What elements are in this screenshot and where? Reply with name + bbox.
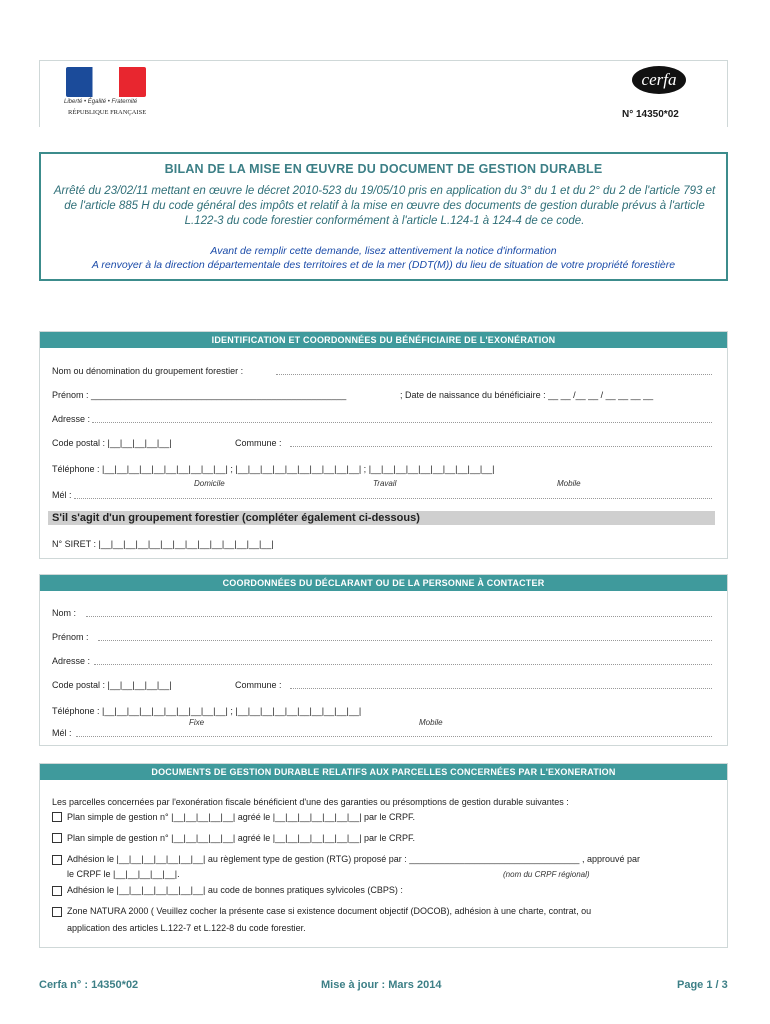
natura-text-cont: application des articles L.122-7 et L.122-8 du code forestier.	[67, 923, 306, 933]
section-header: COORDONNÉES DU DÉCLARANT OU DE LA PERSONNE À CONTACTER	[40, 575, 727, 591]
instruction-notice: Avant de remplir cette demande, lisez attentivement la notice d'information	[210, 245, 557, 257]
section-header: IDENTIFICATION ET COORDONNÉES DU BÉNÉFICIAIRE DE L'EXONÉRATION	[40, 332, 727, 348]
nom-groupement-label: Nom ou dénomination du groupement forestier :	[52, 366, 244, 376]
footer-cerfa-number: Cerfa n° : 14350*02	[39, 979, 139, 991]
cerfa-logo: cerfa	[632, 66, 686, 94]
section-declarant	[39, 574, 728, 746]
adresse-field[interactable]	[92, 422, 712, 423]
footer-page-number: Page 1 / 3	[677, 979, 728, 991]
telephone-field[interactable]: Téléphone : |__|__|__|__|__|__|__|__|__|__| ; |__|__|__|__|__|__|__|__|__|__| ; |__|__|__|__|__|__|__|__|__|__|	[52, 464, 495, 474]
documents-intro: Les parcelles concernées par l'exonération fiscale bénéficient d'une des garanties ou présomptions de gestion durable suivantes :	[52, 797, 569, 807]
adresse-label: Adresse :	[52, 414, 91, 424]
rtg-crpf-date-field[interactable]: le CRPF le |__|__|__|__|__|.	[67, 869, 180, 879]
domicile-label: Domicile	[194, 479, 225, 488]
rtg-field[interactable]: Adhésion le |__|__|__|__|__|__|__| au règlement type de gestion (RTG) proposé par : __________________________________ , approuvé par	[67, 854, 640, 864]
mel-label: Mél :	[52, 490, 72, 500]
fixe-label: Fixe	[189, 718, 205, 727]
natura-checkbox[interactable]	[52, 907, 62, 917]
cbps-field[interactable]: Adhésion le |__|__|__|__|__|__|__| au code de bonnes pratiques sylvicoles (CBPS) :	[67, 885, 403, 895]
mobile-label: Mobile	[557, 479, 581, 488]
declarant-code-postal-field[interactable]: Code postal : |__|__|__|__|__|	[52, 680, 172, 690]
mel-field[interactable]	[74, 498, 712, 499]
declarant-mel-field[interactable]	[76, 736, 712, 737]
declarant-nom-field[interactable]	[86, 616, 712, 617]
mobile-label: Mobile	[419, 718, 443, 727]
section-header: DOCUMENTS DE GESTION DURABLE RELATIFS AUX PARCELLES CONCERNÉES PAR L'EXONERATION	[40, 764, 727, 780]
declarant-telephone-field[interactable]: Téléphone : |__|__|__|__|__|__|__|__|__|__| ; |__|__|__|__|__|__|__|__|__|__|	[52, 706, 362, 716]
declarant-adresse-field[interactable]	[94, 664, 712, 665]
cbps-checkbox[interactable]	[52, 886, 62, 896]
instruction-send-to: A renvoyer à la direction départementale des territoires et de la mer (DDT(M)) du lieu de situation de votre propriété forestière	[91, 259, 676, 271]
decree-text: Arrêté du 23/02/11 mettant en œuvre le décret 2010-523 du 19/05/10 pris en application du 3° du 1 et du 2° du 2 de l'article 793 et de l'article 885 H du code général des impôts et relatif à la mise en œuvre des documents de gestion durable prévus à l'article L.122-3 du code forestier conformément à l'article L.124-1 à 124-4 de ce code.	[53, 185, 716, 227]
prenom-field[interactable]: Prénom : ___________________________________________________	[52, 390, 347, 400]
date-naissance-field[interactable]: ; Date de naissance du bénéficiaire : __ __ /__ __ / __ __ __ __	[400, 390, 654, 400]
code-postal-field[interactable]: Code postal : |__|__|__|__|__|	[52, 438, 172, 448]
title-box	[39, 152, 728, 281]
rf-motto: Liberté • Égalité • Fraternité	[64, 99, 138, 105]
groupement-bar: S'il s'agit d'un groupement forestier (compléter également ci-dessous)	[48, 511, 715, 525]
commune-label: Commune :	[235, 438, 282, 448]
psg2-field[interactable]: Plan simple de gestion n° |__|__|__|__|__| agréé le |__|__|__|__|__|__|__| par le CRPF.	[67, 833, 416, 843]
rtg-checkbox[interactable]	[52, 855, 62, 865]
declarant-commune-field[interactable]	[290, 688, 712, 689]
republique-francaise-logo	[58, 64, 154, 122]
commune-field[interactable]	[290, 446, 712, 447]
crpf-note: (nom du CRPF régional)	[503, 870, 590, 879]
travail-label: Travail	[373, 479, 397, 488]
psg1-checkbox[interactable]	[52, 812, 62, 822]
psg2-checkbox[interactable]	[52, 833, 62, 843]
declarant-prenom-label: Prénom :	[52, 632, 89, 642]
declarant-nom-label: Nom :	[52, 608, 77, 618]
siret-field[interactable]: N° SIRET : |__|__|__|__|__|__|__|__|__|__|__|__|__|__|	[52, 539, 274, 549]
declarant-mel-label: Mél :	[52, 728, 72, 738]
page-title: BILAN DE LA MISE EN ŒUVRE DU DOCUMENT DE GESTION DURABLE	[164, 162, 603, 176]
declarant-commune-label: Commune :	[235, 680, 282, 690]
footer-update-date: Mise à jour : Mars 2014	[321, 979, 442, 991]
declarant-adresse-label: Adresse :	[52, 656, 91, 666]
psg1-field[interactable]: Plan simple de gestion n° |__|__|__|__|__| agréé le |__|__|__|__|__|__|__| par le CRPF.	[67, 812, 416, 822]
natura-text: Zone NATURA 2000 ( Veuillez cocher la présente case si existence document objectif (DOCOB), adhésion à une charte, contrat, ou	[67, 906, 592, 916]
marianne-flag-icon	[66, 67, 146, 97]
nom-groupement-field[interactable]	[276, 374, 712, 375]
declarant-prenom-field[interactable]	[98, 640, 712, 641]
rf-name: RÉPUBLIQUE FRANÇAISE	[68, 109, 147, 116]
form-number: N° 14350*02	[622, 109, 679, 120]
